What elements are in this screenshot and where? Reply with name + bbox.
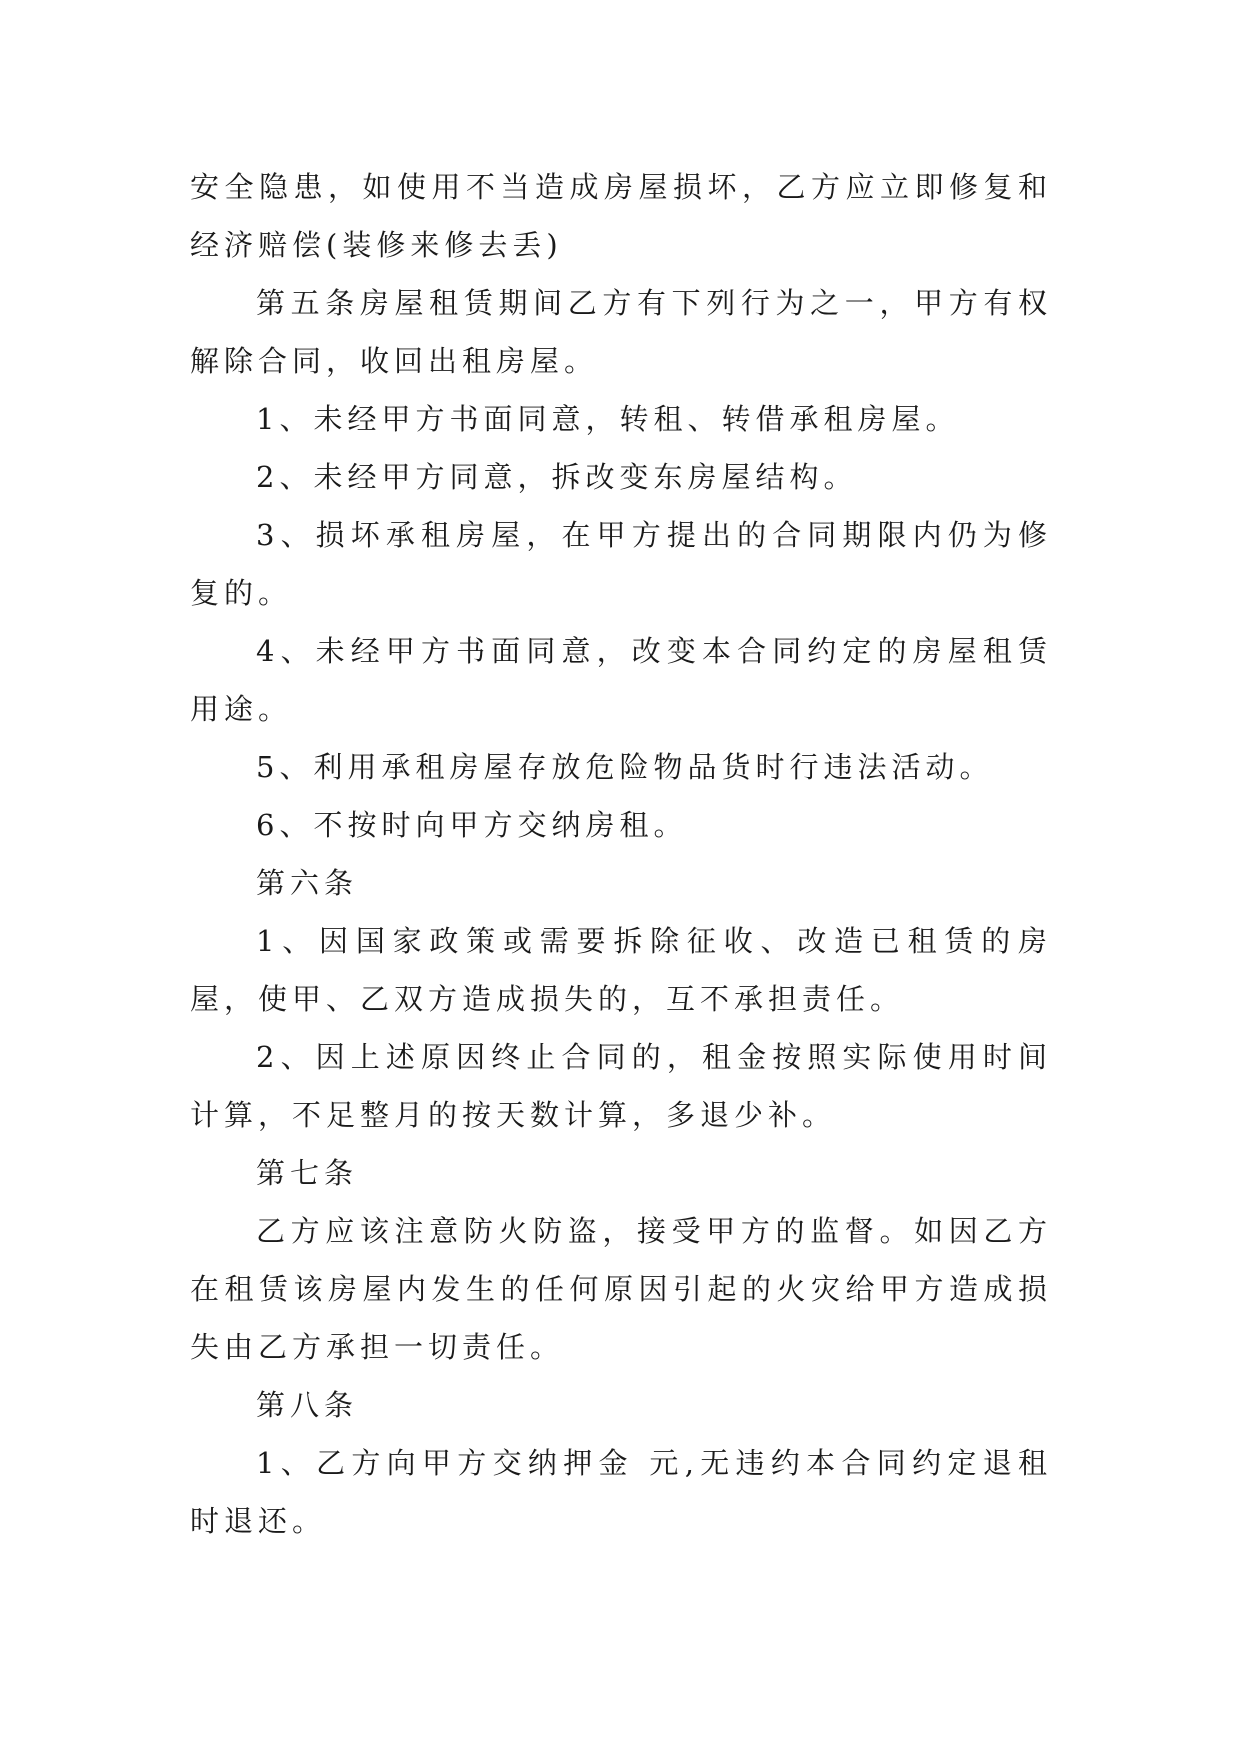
heading-article-7: 第七条 <box>256 1156 359 1190</box>
heading-article-6: 第六条 <box>256 866 359 900</box>
paragraph-continuation: 安全隐患，如使用不当造成房屋损坏，乙方应立即修复和经济赔偿(装修来修去丢) <box>190 170 1052 262</box>
paragraph-article-8-item-1: 1、乙方向甲方交纳押金 元,无违约本合同约定退租时退还。 <box>190 1446 1052 1538</box>
paragraph-article-5-item-6: 6、不按时向甲方交纳房租。 <box>256 808 688 842</box>
paragraph-article-5-item-3: 3、损坏承租房屋，在甲方提出的合同期限内仍为修复的。 <box>190 518 1052 610</box>
paragraph-article-6-item-1: 1、因国家政策或需要拆除征收、改造已租赁的房屋，使甲、乙双方造成损失的，互不承担责任。 <box>190 924 1052 1016</box>
paragraph-article-5: 第五条房屋租赁期间乙方有下列行为之一，甲方有权解除合同，收回出租房屋。 <box>190 286 1052 378</box>
paragraph-article-5-item-4: 4、未经甲方书面同意，改变本合同约定的房屋租赁用途。 <box>190 634 1052 726</box>
paragraph-article-7: 乙方应该注意防火防盗，接受甲方的监督。如因乙方在租赁该房屋内发生的任何原因引起的火灾给甲方造成损失由乙方承担一切责任。 <box>190 1214 1052 1364</box>
paragraph-article-5-item-5: 5、利用承租房屋存放危险物品货时行违法活动。 <box>256 750 994 784</box>
heading-article-8: 第八条 <box>256 1388 359 1422</box>
paragraph-article-5-item-2: 2、未经甲方同意，拆改变东房屋结构。 <box>256 460 858 494</box>
paragraph-article-5-item-1: 1、未经甲方书面同意，转租、转借承租房屋。 <box>256 402 960 436</box>
document-body <box>190 158 1052 1550</box>
paragraph-article-6-item-2: 2、因上述原因终止合同的，租金按照实际使用时间计算，不足整月的按天数计算，多退少补。 <box>190 1040 1052 1132</box>
